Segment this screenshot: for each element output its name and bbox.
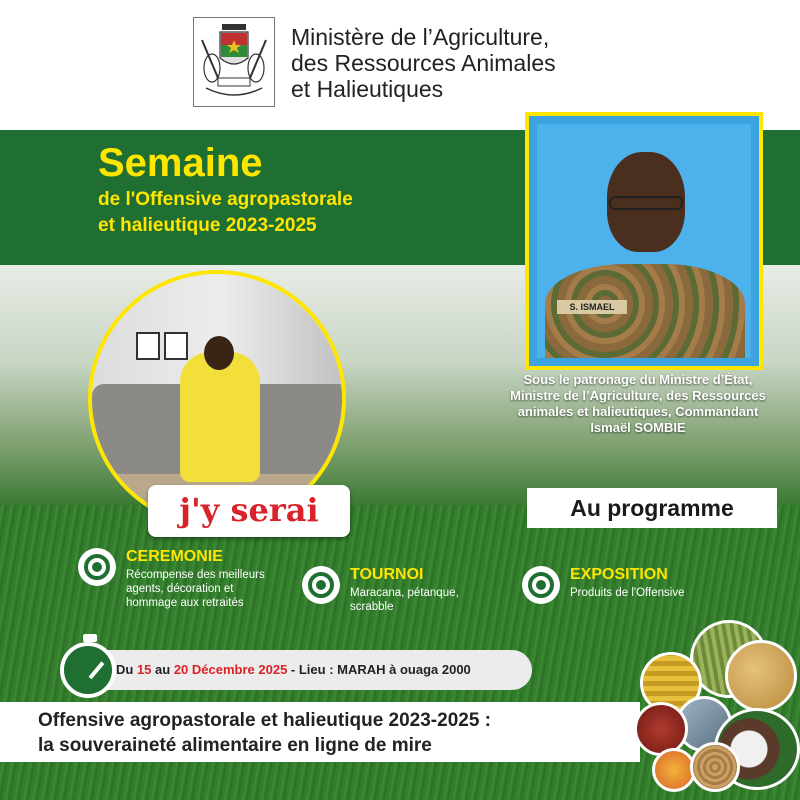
jyserai-badge — [148, 485, 350, 537]
patronage-line-3: animales et halieutiques, — [517, 404, 672, 419]
coat-of-arms-emblem — [193, 17, 275, 107]
item-desc-line: scrabble — [350, 601, 394, 613]
wall-picture-frame — [136, 332, 160, 360]
item-desc-line: Récompense des meilleurs — [126, 569, 265, 581]
event-title — [98, 140, 353, 238]
wall-picture-frame — [164, 332, 188, 360]
ministry-line-2: des Ressources Animales — [291, 50, 556, 76]
item-desc-line: agents, décoration et — [126, 583, 234, 595]
item-description — [350, 586, 459, 614]
ministry-line-3: et Halieutiques — [291, 76, 444, 102]
programme-label: Au programme — [570, 495, 734, 521]
item-desc-line: Maracana, pétanque, — [350, 587, 459, 599]
jyserai-text: j'y serai — [179, 491, 319, 529]
patronage-line-1: Sous le patronage du Ministre d’État, — [523, 372, 753, 387]
date-start: 15 — [136, 662, 152, 677]
target-icon — [522, 566, 560, 604]
patronage-line-2: Ministre de l’Agriculture, des Ressources — [510, 388, 766, 403]
ministry-line-1: Ministère de l’Agriculture, — [291, 24, 550, 50]
portrait-photo — [537, 124, 751, 358]
date-end: 20 Décembre 2025 — [173, 662, 288, 677]
date-location-bar — [90, 650, 532, 690]
minister-portrait — [525, 112, 763, 370]
stopwatch-icon — [60, 642, 116, 698]
item-name: TOURNOI — [350, 566, 424, 583]
footer-line-2: la souveraineté alimentaire en ligne de mire — [38, 735, 432, 756]
seated-person — [180, 352, 260, 482]
title-main: Semaine — [98, 141, 263, 185]
patronage-rank: Commandant — [675, 404, 759, 419]
header — [0, 0, 800, 130]
date-location-text — [116, 662, 471, 677]
footer-line-1: Offensive agropastorale et halieutique 2023-2025 : — [38, 710, 492, 731]
patronage-text — [488, 372, 788, 436]
title-sub-line-2: et halieutique 2023-2025 — [98, 215, 317, 236]
grain-image — [690, 742, 740, 792]
item-desc-line: Produits de l'Offensive — [570, 587, 685, 599]
potatoes-image — [725, 640, 797, 712]
item-description — [570, 586, 685, 600]
date-lieu: - Lieu : MARAH à ouaga 2000 — [287, 662, 471, 677]
footer-slogan — [0, 702, 640, 762]
person-face — [204, 336, 234, 370]
ministry-name — [291, 24, 556, 102]
patronage-minister-name: Ismaël SOMBIE — [590, 420, 686, 435]
target-icon — [302, 566, 340, 604]
target-icon — [78, 548, 116, 586]
item-name: EXPOSITION — [570, 566, 668, 583]
date-du: Du — [116, 662, 137, 677]
glasses-icon — [609, 196, 683, 210]
programme-heading — [527, 488, 777, 528]
item-desc-line: hommage aux retraités — [126, 597, 244, 609]
item-name: CEREMONIE — [126, 548, 223, 565]
uniform-nametag: S. ISMAEL — [557, 300, 627, 314]
date-au: au — [151, 662, 174, 677]
title-sub-line-1: de l'Offensive agropastorale — [98, 189, 353, 210]
item-description — [126, 568, 265, 610]
